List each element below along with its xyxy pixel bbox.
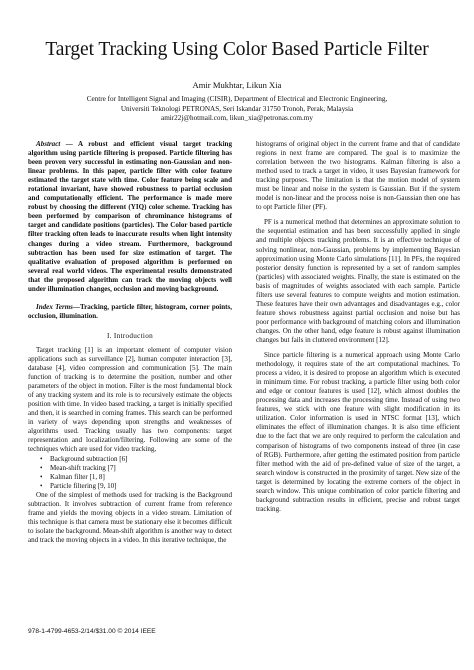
list-item: • Kalman filter [1, 8] <box>50 473 232 482</box>
author-emails: amir22j@hotmail.com, likun_xia@petronas.com.my <box>161 114 313 123</box>
index-terms <box>28 303 232 321</box>
list-item: • Background subtraction [6] <box>50 455 232 464</box>
index-terms-text: —Tracking, particle filter, histogram, corner points, occlusion, illumination. <box>28 302 232 320</box>
paper-title: Target Tracking Using Color Based Particle Filter <box>45 39 429 60</box>
body-paragraph: PF is a numerical method that determines an approximate solution to the sequential estimation and has been successfully applied in single and multiple objects tracking problems. It is an effective technique of solving nonlinear, non-Gaussian, problems by implementing Bayesian approximation using Monte Carlo simulations [11]. In PFs, the required posterior density function is represented by a set of random samples (particles) with associated weights. Finally, the state is estimated on the basis of magnitudes of weights associated with each sample. Particle filters use several features to compute weights and motion estimation. These features have their own advantages and disadvantages e.g., color feature shows robustness against partial occlusion and noise but has poor performance with background of matching colors and illumination changes. On the other hand, edge feature is robust against illumination changes but fails in cluttered environment [12]. <box>256 218 460 344</box>
abstract <box>28 140 232 294</box>
left-column <box>28 140 232 545</box>
technique-list <box>28 455 232 491</box>
affiliation-line: Centre for Intelligent Signal and Imaging (CISIR), Department of Electrical and Electronic Engineering, <box>86 95 388 103</box>
index-terms-label: Index Terms <box>36 302 73 311</box>
list-item: • Mean-shift tracking [7] <box>50 464 232 473</box>
body-paragraph: histograms of original object in the current frame and that of candidate regions in next frame are compared. The goal is to maximize the correlation between the two histograms. Kalman filtering is also a method used to track a target in video, it uses Bayesian framework for tracking purposes. The limitation is that the motion model of system must be linear and noise in the system is Gaussian. But if the system model is non-linear and the process noise is non-Gaussian then one has to opt Particle filter (PF). <box>256 140 460 212</box>
section-heading: I. Introduction <box>106 331 154 340</box>
abstract-text: — A robust and efficient visual target tracking algorithm using particle filtering is proposed. Particle filtering has been proven very successful in estimating non-Gaussian and non-linear problems. In this paper, particle filter with color feature estimated the target state with time. Color feature being scale and rotational invariant, have showed robustness to partial occlusion and computationally efficient. The performance is made more robust by choosing the different (YIQ) color scheme. Tracking has been performed by comparison of chrominance histograms of target and candidate positions (particles). The Color based particle filter tracking often leads to inaccurate results when light intensity changes during a video stream. Furthermore, background subtraction has been used for size estimation of target. The qualitative evaluation of proposed algorithm is performed on several real world videos. The experimental results demonstrated that the proposed algorithm can track the moving objects well under illumination changes, occlusion and moving background. <box>28 140 232 293</box>
intro-paragraph: One of the simplest of methods used for tracking is the Background subtraction. It involves subtraction of current frame from reference frame and yields the moving objects in a video stream. Limitation of this technique is that camera must be stationary else it becomes difficult to isolate the background. Mean-shift algorithm is another way to detect and track the moving objects in a video. In this iterative technique, the <box>28 490 232 544</box>
affiliation-block <box>20 95 454 124</box>
body-paragraph: Since particle filtering is a numerical approach using Monte Carlo methodology, it requires state of the art computational machines. To process a video, it is desired to propose an algorithm which is executed in minimum time. For robust tracking, a particle filter using both color and edge or contour features is used [12], which almost doubles the processing data and increases the processing time. Instead of using two features, we stick with one feature with slight modification in its utilization. Color information is used in NTSC format [13], which eliminates the effect of illumination changes. It is also time efficient due to the fact that we are only required to perform the calculation and comparison of histograms of two components instead of three (in case of RGB). Furthermore, after getting the estimated position from particle filter method with the aid of pre-defined value of size of the target, a search window is constructed in the proximity of target. New size of the target is determined by locating the extreme corners of the object in search window. This unique combination of color particle filtering and background subtraction results in efficient, precise and robust target tracking. <box>256 351 460 513</box>
abstract-label: Abstract <box>36 140 61 148</box>
intro-paragraph: Target tracking [1] is an important element of computer vision applications such as surveillance [2], human computer interaction [3], database [4], video compression and communication [5]. The main function of tracking is to determine the position, number and other parameters of the object in motion. Filter is the most fundamental block of any tracking system and its role is to recursively estimate the objects position with time. In video based tracking, a target is initially specified and then, it is searched in coming frames. This search can be performed in variety of ways depending upon strengths and weaknesses of algorithms used. Tracking usually has two components: target representation and localization/filtering. Following are some of the techniques which are used for video tracking, <box>28 345 232 454</box>
affiliation-line: Universiti Teknologi PETRONAS, Seri Iskandar 31750 Tronoh, Perak, Malaysia <box>120 104 354 113</box>
paper-authors: Amir Mukhtar, Likun Xia <box>192 80 282 90</box>
right-column <box>256 140 460 514</box>
copyright-footer: 978-1-4799-4653-2/14/$31.00 © 2014 IEEE <box>28 628 156 635</box>
list-item: • Particle filtering [9, 10] <box>50 482 232 491</box>
